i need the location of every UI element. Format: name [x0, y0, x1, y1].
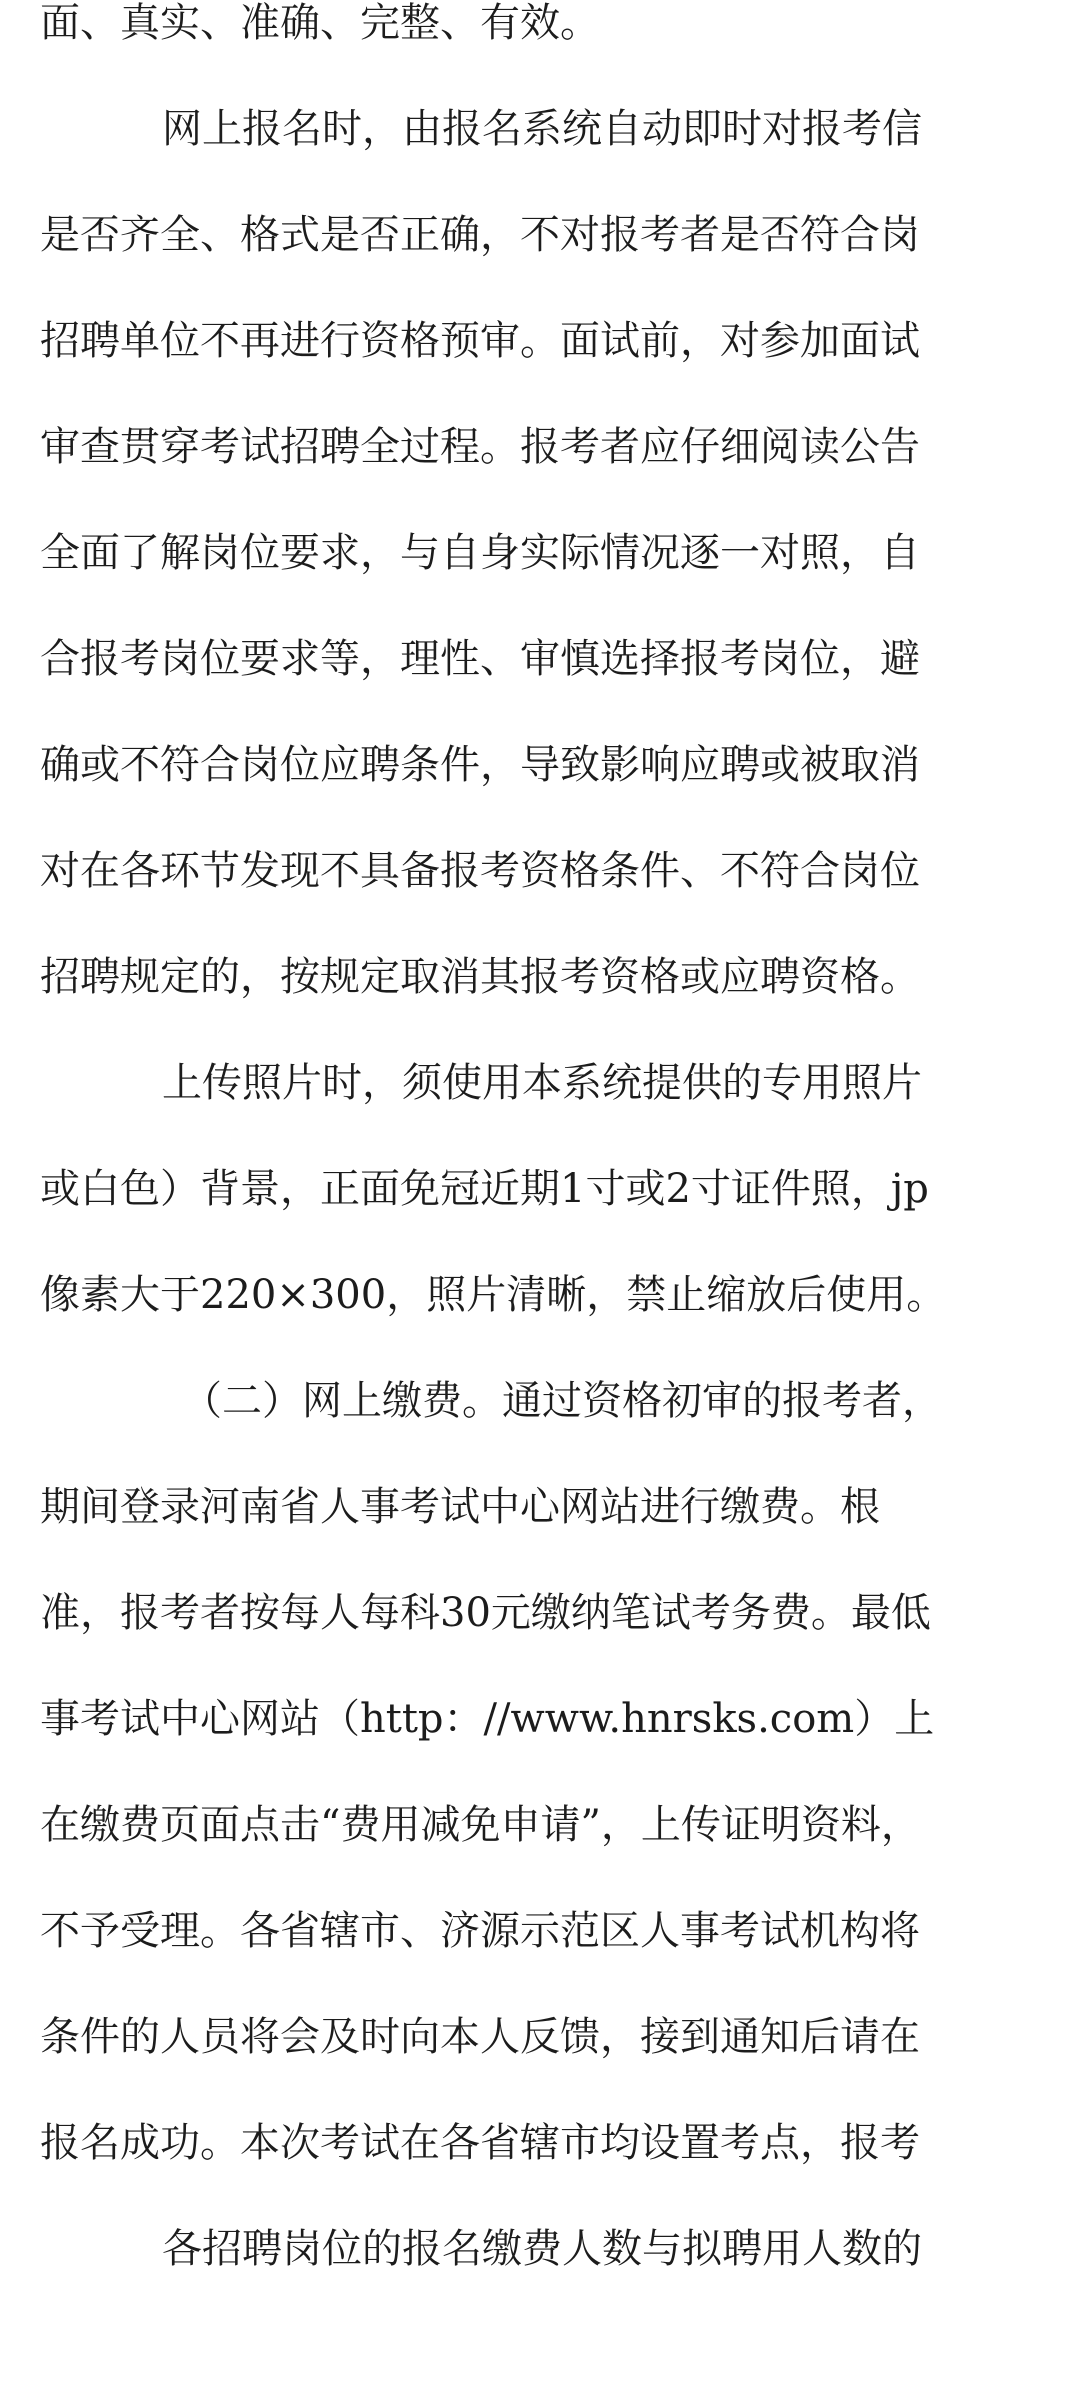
- paragraph-start-line: 各招聘岗位的报名缴费人数与拟聘用人数的: [162, 2226, 922, 2272]
- text-line: 准，报考者按每人每科30元缴纳笔试考务费。最低: [40, 1590, 931, 1636]
- text-line: 不予受理。各省辖市、济源示范区人事考试机构将: [40, 1908, 920, 1954]
- paragraph-start-line: 上传照片时，须使用本系统提供的专用照片: [162, 1060, 922, 1106]
- text-line: 是否齐全、格式是否正确，不对报考者是否符合岗: [40, 212, 920, 258]
- text-line: 招聘规定的，按规定取消其报考资格或应聘资格。: [40, 954, 920, 1000]
- text-line: 对在各环节发现不具备报考资格条件、不符合岗位: [40, 848, 920, 894]
- text-line: 在缴费页面点击“费用减免申请”，上传证明资料，: [40, 1802, 921, 1848]
- text-line: 面、真实、准确、完整、有效。: [40, 0, 600, 46]
- text-line: 事考试中心网站（http：//www.hnrsks.com）上: [40, 1696, 935, 1742]
- paragraph-start-line: 网上报名时，由报名系统自动即时对报考信: [162, 106, 922, 152]
- section-heading-line: （二）网上缴费。通过资格初审的报考者，: [182, 1378, 942, 1424]
- text-line: 条件的人员将会及时向本人反馈，接到通知后请在: [40, 2014, 920, 2060]
- text-line: 或白色）背景，正面免冠近期1寸或2寸证件照，jp: [40, 1166, 929, 1212]
- text-line: 全面了解岗位要求，与自身实际情况逐一对照，自: [40, 530, 920, 576]
- text-line: 合报考岗位要求等，理性、审慎选择报考岗位，避: [40, 636, 920, 682]
- text-line: 期间登录河南省人事考试中心网站进行缴费。根: [40, 1484, 880, 1530]
- text-line: 招聘单位不再进行资格预审。面试前，对参加面试: [40, 318, 920, 364]
- text-line: 确或不符合岗位应聘条件，导致影响应聘或被取消: [40, 742, 920, 788]
- text-line: 像素大于220×300，照片清晰，禁止缩放后使用。: [40, 1272, 947, 1318]
- text-line: 报名成功。本次考试在各省辖市均设置考点，报考: [40, 2120, 920, 2166]
- text-line: 审查贯穿考试招聘全过程。报考者应仔细阅读公告: [40, 424, 920, 470]
